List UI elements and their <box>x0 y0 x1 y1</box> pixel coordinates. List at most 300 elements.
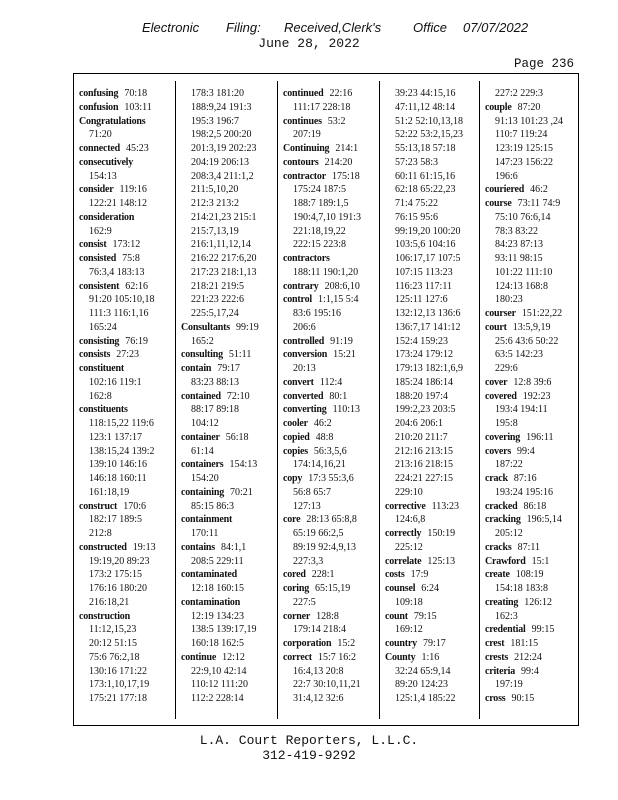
efiling-filing: Filing: <box>226 20 261 35</box>
index-refs: 170:11 <box>191 528 219 539</box>
index-entry <box>485 486 581 500</box>
index-refs: 90:15 <box>511 693 535 704</box>
index-refs: 75:6 76:2,18 <box>89 651 140 663</box>
index-refs: 56:3,5,6 <box>313 445 347 457</box>
index-entry <box>79 610 175 624</box>
index-entry <box>385 390 481 404</box>
index-refs: 176:16 180:20 <box>89 583 148 594</box>
index-refs: 150:19 <box>427 528 456 539</box>
index-refs: 188:20 197:4 <box>395 390 449 402</box>
index-refs: 56:8 65:7 <box>293 486 332 498</box>
index-entry <box>181 266 277 280</box>
index-entry <box>79 417 175 431</box>
index-word: containers <box>181 459 224 471</box>
index-word: contours <box>283 156 319 168</box>
index-refs: 216:1,11,12,14 <box>191 239 251 251</box>
index-refs: 99:19 <box>235 321 259 333</box>
index-refs: 70:18 <box>124 88 148 99</box>
index-entry <box>181 156 277 170</box>
index-word: consider <box>79 184 114 196</box>
index-word: copied <box>283 431 310 443</box>
index-refs: 188:9,24 191:3 <box>191 101 252 113</box>
index-refs: 206:6 <box>293 321 316 333</box>
index-refs: 197:19 <box>495 679 523 691</box>
index-refs: 110:12 111:20 <box>191 679 248 691</box>
index-word: confusing <box>79 88 119 99</box>
index-entry <box>181 390 277 404</box>
index-refs: 93:11 98:15 <box>495 253 543 264</box>
index-refs: 151:22,22 <box>521 308 563 319</box>
index-entry <box>181 335 277 349</box>
index-refs: 193:24 195:16 <box>495 486 554 498</box>
index-word: Consultants <box>181 321 230 333</box>
index-refs: 1:16 <box>421 651 440 663</box>
index-refs: 165:24 <box>89 321 117 333</box>
index-refs: 187:22 <box>495 459 523 471</box>
index-word: country <box>385 638 417 649</box>
index-entry <box>181 280 277 294</box>
index-entry <box>283 238 379 252</box>
index-refs: 227:2 229:3 <box>495 88 544 99</box>
index-entry <box>485 280 581 294</box>
index-refs: 51:2 52:10,13,18 <box>395 115 464 127</box>
index-word: correct <box>283 651 312 663</box>
index-word: Crawford <box>485 555 526 567</box>
index-entry <box>385 183 481 197</box>
index-refs: 103:11 <box>124 101 152 113</box>
index-refs: 55:13,18 57:18 <box>395 143 456 154</box>
index-refs: 147:23 156:22 <box>495 156 554 168</box>
index-entry <box>181 692 277 706</box>
index-refs: 180:23 <box>495 294 523 306</box>
index-entry <box>485 170 581 184</box>
index-refs: 162:8 <box>89 390 112 402</box>
index-refs: 15:1 <box>531 555 550 567</box>
index-entry <box>385 266 481 280</box>
index-entry <box>385 527 481 541</box>
efiling-date: 07/07/2022 <box>463 20 529 35</box>
index-refs: 61:14 <box>191 445 214 457</box>
index-refs: 47:11,12 48:14 <box>395 101 456 113</box>
index-refs: 62:16 <box>125 280 149 292</box>
index-word: creating <box>485 596 519 608</box>
index-entry <box>181 101 277 115</box>
index-refs: 138:5 139:17,19 <box>191 624 257 636</box>
index-entry <box>485 87 581 101</box>
index-refs: 84:23 87:13 <box>495 239 544 251</box>
index-entry <box>181 115 277 129</box>
hearing-date: June 28, 2022 <box>258 36 360 51</box>
index-refs: 71:4 75:22 <box>395 198 439 209</box>
index-refs: 132:12,13 136:6 <box>395 308 461 319</box>
index-refs: 13:5,9,19 <box>512 321 551 333</box>
index-word: correlate <box>385 555 422 567</box>
index-entry <box>385 280 481 294</box>
index-word: confusion <box>79 101 119 113</box>
index-entry <box>485 500 581 514</box>
index-refs: 227:3,3 <box>293 555 324 567</box>
index-entry <box>385 568 481 582</box>
index-refs: 101:22 111:10 <box>495 266 553 278</box>
index-refs: 102:16 119:1 <box>89 376 142 388</box>
index-word: contamination <box>181 596 241 608</box>
index-word: credential <box>485 624 526 636</box>
index-word: corporation <box>283 638 332 649</box>
index-entry <box>485 568 581 582</box>
index-refs: 173:12 <box>112 239 141 251</box>
index-entry <box>385 403 481 417</box>
index-entry <box>79 596 175 610</box>
index-entry <box>181 238 277 252</box>
index-entry <box>283 87 379 101</box>
index-refs: 214:21,23 215:1 <box>191 211 257 223</box>
index-entry <box>485 678 581 692</box>
index-refs: 208:6,10 <box>324 280 360 292</box>
index-refs: 136:7,17 141:12 <box>395 321 461 333</box>
index-refs: 225:5,17,24 <box>191 308 239 319</box>
index-entry <box>181 376 277 390</box>
index-refs: 16:4,13 20:8 <box>293 665 344 677</box>
index-box <box>73 73 579 726</box>
index-entry <box>385 500 481 514</box>
index-refs: 32:24 65:9,14 <box>395 665 451 677</box>
index-entry <box>79 568 175 582</box>
index-refs: 122:21 148:12 <box>89 198 148 209</box>
index-refs: 12:18 160:15 <box>191 583 245 594</box>
index-refs: 195:8 <box>495 418 518 429</box>
index-entry <box>385 582 481 596</box>
index-refs: 12:19 134:23 <box>191 610 245 622</box>
index-refs: 79:17 <box>422 638 446 649</box>
index-word: copy <box>283 473 303 484</box>
index-entry <box>385 541 481 555</box>
index-entry <box>283 555 379 569</box>
index-refs: 212:8 <box>89 528 112 539</box>
index-entry <box>283 568 379 582</box>
index-refs: 169:12 <box>395 624 423 636</box>
index-entry <box>79 623 175 637</box>
index-refs: 106:17,17 107:5 <box>395 253 461 264</box>
index-entry <box>485 197 581 211</box>
index-entry <box>385 101 481 115</box>
index-word: construction <box>79 610 130 622</box>
index-entry <box>485 637 581 651</box>
index-entry <box>283 183 379 197</box>
index-refs: 178:3 181:20 <box>191 88 245 99</box>
index-refs: 182:17 189:5 <box>89 514 143 526</box>
index-entry <box>79 678 175 692</box>
index-entry <box>79 170 175 184</box>
index-refs: 84:1,1 <box>220 541 247 553</box>
index-word: consists <box>79 349 111 361</box>
index-refs: 227:5 <box>293 596 316 608</box>
index-word: conversion <box>283 349 328 361</box>
index-entry <box>283 486 379 500</box>
index-refs: 205:12 <box>495 528 523 539</box>
index-entry <box>385 238 481 252</box>
index-entry <box>79 321 175 335</box>
index-entry <box>79 637 175 651</box>
index-refs: 201:3,19 202:23 <box>191 143 257 154</box>
index-entry <box>283 390 379 404</box>
index-refs: 76:3,4 183:13 <box>89 266 145 278</box>
index-refs: 207:19 <box>293 129 321 141</box>
index-entry <box>385 128 481 142</box>
index-entry <box>181 211 277 225</box>
index-entry <box>485 142 581 156</box>
index-entry <box>385 417 481 431</box>
index-refs: 190:4,7,10 191:3 <box>293 211 362 223</box>
index-refs: 108:19 <box>515 569 544 581</box>
index-word: contain <box>181 363 212 374</box>
index-entry <box>485 472 581 486</box>
index-refs: 91:19 <box>330 335 353 347</box>
index-entry <box>79 293 175 307</box>
index-refs: 188:11 190:1,20 <box>293 266 359 278</box>
index-refs: 185:24 186:14 <box>395 376 454 388</box>
index-entry <box>79 87 175 101</box>
index-entry <box>79 197 175 211</box>
index-entry <box>283 610 379 624</box>
index-entry <box>181 582 277 596</box>
index-refs: 76:19 <box>125 335 149 347</box>
index-refs: 179:14 218:4 <box>293 624 347 636</box>
index-entry <box>385 637 481 651</box>
index-entry <box>181 513 277 527</box>
index-entry <box>181 252 277 266</box>
index-entry <box>283 678 379 692</box>
index-entry <box>385 335 481 349</box>
index-word: core <box>283 514 301 526</box>
index-refs: 70:21 <box>230 486 253 498</box>
index-entry <box>181 348 277 362</box>
index-refs: 221:18,19,22 <box>293 225 346 237</box>
index-word: container <box>181 431 220 443</box>
index-refs: 113:23 <box>431 500 459 512</box>
index-refs: 125:13 <box>427 555 456 567</box>
index-refs: 123:19 125:15 <box>495 143 554 154</box>
index-entry <box>283 596 379 610</box>
index-refs: 46:2 <box>530 184 548 196</box>
index-refs: 125:1,4 185:22 <box>395 693 456 704</box>
index-entry <box>485 115 581 129</box>
index-word: contractors <box>283 253 330 264</box>
index-refs: 170:6 <box>123 500 146 512</box>
index-refs: 91:20 105:10,18 <box>89 294 155 306</box>
index-refs: 83:6 195:16 <box>293 308 342 319</box>
index-refs: 6:24 <box>421 583 440 594</box>
index-refs: 17:9 <box>410 569 429 581</box>
index-refs: 181:15 <box>510 638 539 649</box>
index-entry <box>283 651 379 665</box>
index-entry <box>385 225 481 239</box>
index-word: count <box>385 610 408 622</box>
index-refs: 86:18 <box>523 500 547 512</box>
index-entry <box>283 335 379 349</box>
index-word: consist <box>79 239 107 251</box>
index-entry <box>485 596 581 610</box>
index-entry <box>385 142 481 156</box>
index-entry <box>283 211 379 225</box>
index-entry <box>283 321 379 335</box>
index-refs: 19:19,20 89:23 <box>89 555 150 567</box>
index-refs: 204:6 206:1 <box>395 418 444 429</box>
index-entry <box>283 266 379 280</box>
index-entry <box>79 472 175 486</box>
index-entry <box>485 238 581 252</box>
index-refs: 154:13 <box>89 170 117 182</box>
index-entry <box>283 170 379 184</box>
index-refs: 211:5,10,20 <box>191 184 239 196</box>
index-entry <box>181 623 277 637</box>
index-refs: 179:13 182:1,6,9 <box>395 363 464 374</box>
index-refs: 78:3 83:22 <box>495 225 539 237</box>
index-refs: 127:13 <box>293 500 321 512</box>
index-entry <box>79 156 175 170</box>
index-entry <box>485 225 581 239</box>
index-refs: 91:13 101:23 ,24 <box>495 115 564 127</box>
index-refs: 104:12 <box>191 418 219 429</box>
index-word: cooler <box>283 418 308 429</box>
index-entry <box>485 623 581 637</box>
index-refs: 110:13 <box>332 404 360 416</box>
index-refs: 162:3 <box>495 610 518 622</box>
index-entry <box>79 348 175 362</box>
index-entry <box>283 458 379 472</box>
index-entry <box>485 362 581 376</box>
index-word: covered <box>485 390 517 402</box>
index-entry <box>79 527 175 541</box>
index-refs: 229:10 <box>395 486 423 498</box>
index-refs: 99:4 <box>521 665 539 677</box>
index-refs: 107:15 113:23 <box>395 266 453 278</box>
index-entry <box>283 280 379 294</box>
index-entry <box>385 623 481 637</box>
index-entry <box>79 692 175 706</box>
footer-company: L.A. Court Reporters, L.L.C. <box>199 733 419 748</box>
index-entry <box>181 541 277 555</box>
index-word: contractor <box>283 170 326 182</box>
index-refs: 48:8 <box>315 431 334 443</box>
index-refs: 199:2,23 203:5 <box>395 404 456 416</box>
efiling-electronic: Electronic <box>142 20 200 35</box>
index-entry <box>485 555 581 569</box>
index-entry <box>79 266 175 280</box>
index-word: crests <box>485 651 509 663</box>
index-word: coring <box>283 583 310 594</box>
index-entry <box>485 101 581 115</box>
index-entry <box>181 472 277 486</box>
index-entry <box>385 610 481 624</box>
index-entry <box>283 225 379 239</box>
index-refs: 216:22 217:6,20 <box>191 253 257 264</box>
index-word: couriered <box>485 184 525 196</box>
index-refs: 123:1 137:17 <box>89 431 143 443</box>
index-refs: 99:4 <box>517 445 535 457</box>
page-number: Page 236 <box>513 57 574 71</box>
index-entry <box>181 307 277 321</box>
index-entry <box>485 445 581 459</box>
index-word: convert <box>283 376 314 388</box>
index-entry <box>79 211 175 225</box>
index-word: constituent <box>79 363 125 374</box>
index-refs: 87:16 <box>513 473 537 484</box>
index-entry <box>385 156 481 170</box>
index-word: couple <box>485 101 512 113</box>
index-refs: 175:18 <box>331 170 360 182</box>
index-refs: 188:7 189:1,5 <box>293 198 349 209</box>
index-refs: 175:24 187:5 <box>293 184 347 196</box>
index-word: contains <box>181 541 215 553</box>
index-word: corner <box>283 610 311 622</box>
index-entry <box>181 651 277 665</box>
index-word: consideration <box>79 211 135 223</box>
index-entry <box>181 170 277 184</box>
index-entry <box>79 225 175 239</box>
index-entry <box>79 582 175 596</box>
index-refs: 111:3 116:1,16 <box>89 308 149 319</box>
index-entry <box>385 445 481 459</box>
index-refs: 126:12 <box>524 596 552 608</box>
index-entry <box>79 486 175 500</box>
index-entry <box>79 280 175 294</box>
index-entry <box>485 527 581 541</box>
index-refs: 62:18 65:22,23 <box>395 184 456 196</box>
index-word: contrary <box>283 280 319 292</box>
index-entry <box>181 568 277 582</box>
index-entry <box>181 362 277 376</box>
index-entry <box>79 307 175 321</box>
index-refs: 46:2 <box>313 418 332 429</box>
index-entry <box>79 431 175 445</box>
index-refs: 214:1 <box>335 143 359 154</box>
index-entry <box>485 692 581 706</box>
index-entry <box>283 637 379 651</box>
index-entry <box>485 417 581 431</box>
index-refs: 87:11 <box>517 541 540 553</box>
index-entry <box>181 665 277 679</box>
index-entry <box>181 321 277 335</box>
index-entry <box>79 115 175 129</box>
index-entry <box>385 362 481 376</box>
index-entry <box>79 665 175 679</box>
index-refs: 87:20 <box>517 101 541 113</box>
index-refs: 124:13 168:8 <box>495 280 549 292</box>
index-entry <box>79 445 175 459</box>
index-refs: 218:21 219:5 <box>191 280 245 292</box>
index-entry <box>181 610 277 624</box>
index-entry <box>181 197 277 211</box>
index-entry <box>283 376 379 390</box>
index-entry <box>181 293 277 307</box>
index-entry <box>385 293 481 307</box>
index-refs: 19:13 <box>132 541 156 553</box>
index-refs: 79:15 <box>413 610 437 622</box>
index-refs: 80:1 <box>329 390 348 402</box>
index-refs: 162:9 <box>89 225 112 237</box>
index-entry <box>283 307 379 321</box>
index-refs: 228:1 <box>311 569 335 581</box>
index-refs: 12:12 <box>222 651 245 663</box>
index-entry <box>385 307 481 321</box>
index-refs: 154:20 <box>191 473 219 484</box>
index-word: correctly <box>385 528 422 539</box>
index-refs: 88:17 89:18 <box>191 404 240 416</box>
index-word: constructed <box>79 541 127 553</box>
index-entry <box>385 458 481 472</box>
index-entry <box>385 692 481 706</box>
index-entry <box>181 142 277 156</box>
